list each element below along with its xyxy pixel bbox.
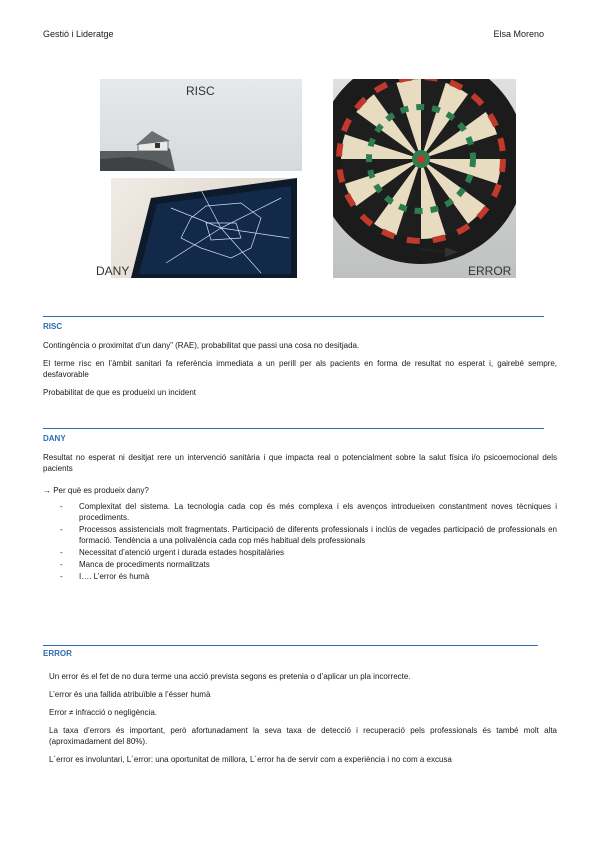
dany-section	[43, 434, 557, 583]
dany-image	[111, 178, 297, 278]
error-heading: ERROR	[43, 649, 72, 658]
header-course: Gestió i Lideratge	[43, 29, 114, 39]
error-section	[43, 649, 557, 772]
risc-paragraph: Probabilitat de que es produeixi un incident	[43, 388, 196, 397]
list-item: - Processos assistencials molt fragmentats. Participació de diferents professionals i inclús de vegades participació de professionals en formació. Tendència a una polivalència cada cop més habitual dels professionals	[60, 524, 557, 546]
risc-heading: RISC	[43, 322, 63, 331]
dany-paragraph: Resultat no esperat ni desitjat rere un intervenció sanitària i que impacta real o potencialment sobre la salut física i/o psicoemocional dels pacients	[43, 453, 557, 473]
error-divider	[43, 645, 538, 646]
error-paragraph: Error ≠ infracció o negligència.	[49, 708, 157, 717]
risc-divider	[43, 316, 544, 317]
dany-image-label: DANY	[96, 264, 130, 278]
list-item: - Complexitat del sistema. La tecnologia cada cop és més complexa i els avenços introdueixen constantment noves tècniques i procediments.	[60, 501, 557, 523]
header-author: Elsa Moreno	[493, 29, 544, 39]
dany-heading: DANY	[43, 434, 66, 443]
dany-question: → Per què es produeix dany?	[43, 486, 149, 495]
risc-section	[43, 322, 557, 405]
error-image	[333, 79, 516, 278]
dany-causes-list	[43, 501, 557, 582]
list-item: - Manca de procediments normalitzats	[60, 559, 557, 570]
risc-image-label: RISC	[186, 84, 215, 98]
error-paragraph: Un error és el fet de no dura terme una acció prevista segons es pretenia o d’aplicar un pla incorrecte.	[49, 672, 411, 681]
list-item: - Necessitat d’atenció urgent i durada estades hospitalàries	[60, 547, 557, 558]
list-item: - I…. L’error és humà	[60, 571, 557, 582]
dany-divider	[43, 428, 544, 429]
error-paragraph: L’error és una fallida atribuïble a l’ésser humà	[49, 690, 211, 699]
error-image-label: ERROR	[468, 264, 512, 278]
risc-paragraph: El terme risc en l’àmbit sanitari fa referència immediata a un perill per als pacients en forma de resultat no esperat i, gairebé sempre, desfavorable	[43, 359, 557, 379]
error-paragraph: L´error es involuntari, L´error: una oportunitat de millora, L´error ha de servir com a experiència i no com a excusa	[49, 755, 452, 764]
error-paragraph: La taxa d’errors és important, però afortunadament la seva taxa de detecció i recuperació pels professionals és també molt alta (aproximadament del 80%).	[49, 726, 557, 746]
risc-paragraph: Contingència o proximitat d’un dany” (RAE), probabilitat que passi una cosa no desitjada.	[43, 341, 360, 350]
image-collage	[0, 0, 600, 290]
